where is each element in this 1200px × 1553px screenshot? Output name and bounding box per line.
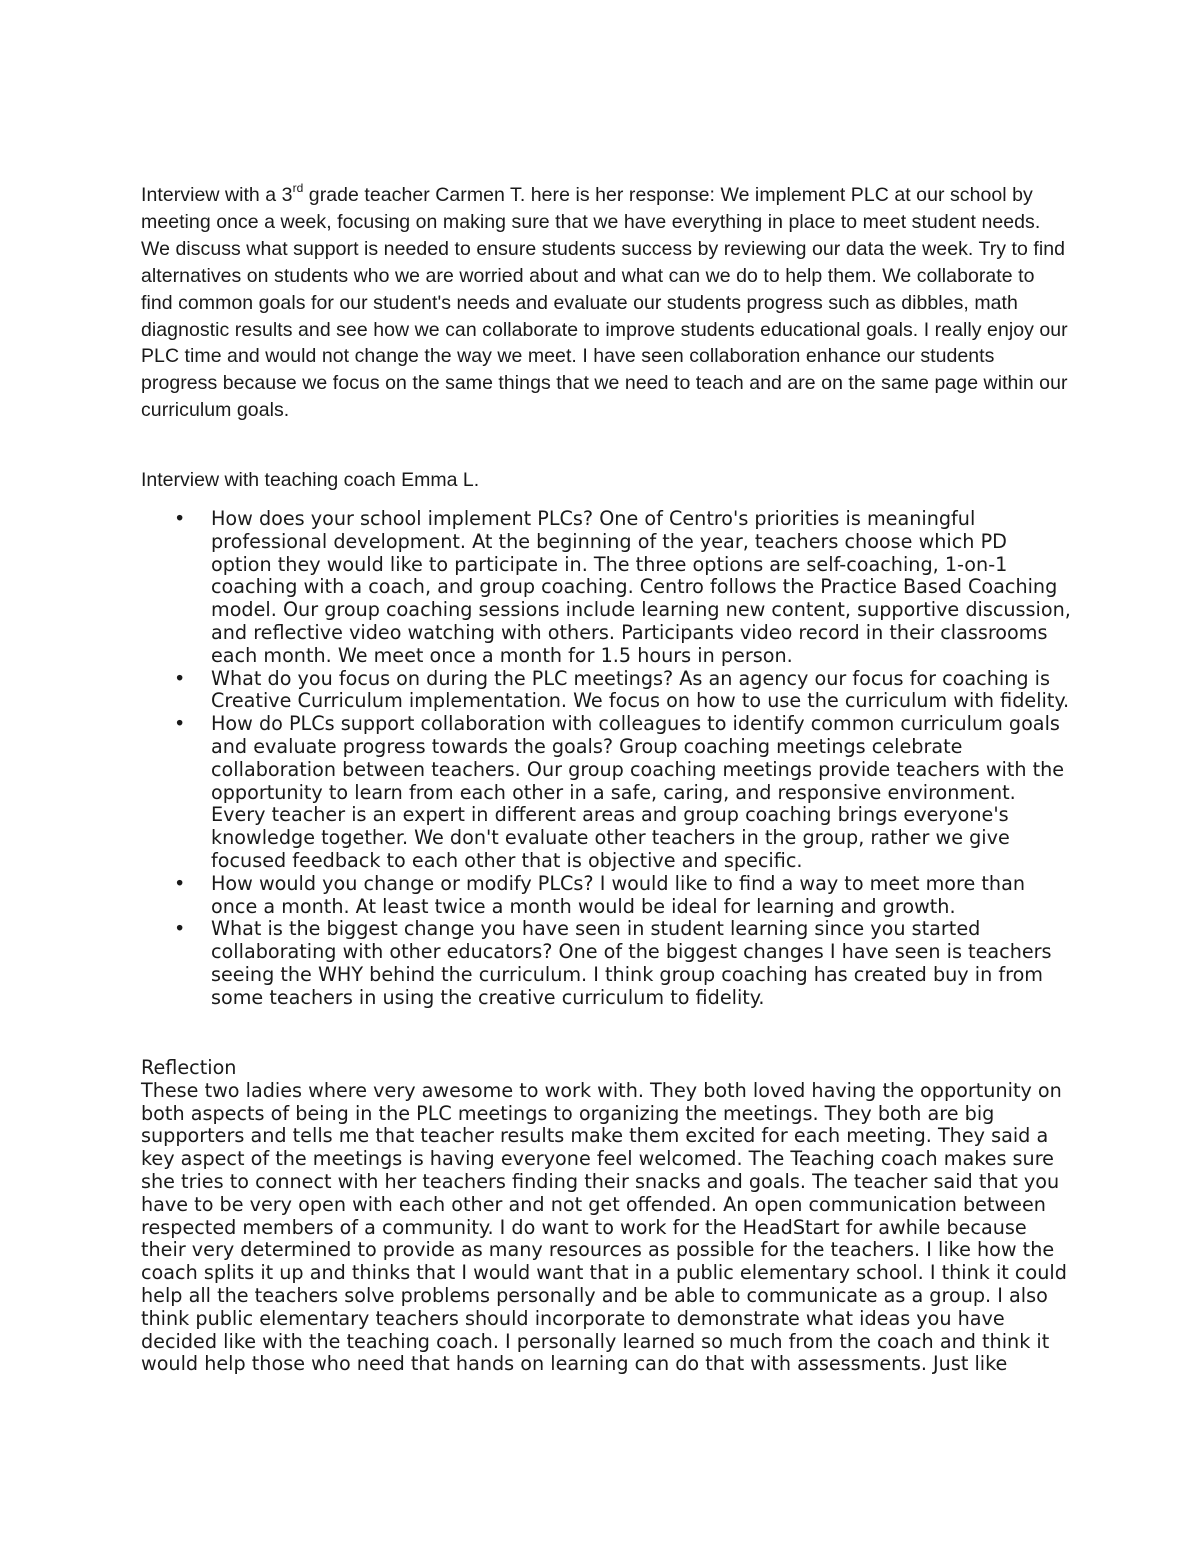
bullet-icon: • xyxy=(174,507,186,530)
reflection-section xyxy=(141,1057,1071,1376)
reflection-heading: Reflection xyxy=(141,1056,237,1079)
list-item xyxy=(141,873,1071,919)
reflection-body: These two ladies where very awesome to work with. They both loved having the opportunity on both aspects of being in the PLC meetings to organizing the meetings. They both are big supporters and tells me that teacher results make them excited for each meeting. They said a key aspect of the meetings is having everyone feel welcomed. The Teaching coach makes sure she tries to connect with her teachers finding their snacks and goals. The teacher said that you have to be very open with each other and not get offended. An open communication between respected members of a community. I do want to work for the HeadStart for awhile because their very determined to provide as many resources as possible for the teachers. I like how the coach splits it up and thinks that I would want that in a public elementary school. I think it could help all the teachers solve problems personally and be able to communicate as a group. I also think public elementary teachers should incorporate to demonstrate what ideas you have decided like with the teaching coach. I personally learned so much from the coach and think it would help those who need that hands on learning can do that with assessments. Just like xyxy=(141,1078,1067,1376)
list-item-text: How would you change or modify PLCs? I would like to find a way to meet more than once a month. At least twice a month would be ideal for learning and growth. xyxy=(211,871,1025,918)
teacher-interview-body: grade teacher Carmen T. here is her response: We implement PLC at our school by meeting once a week, focusing on making sure that we have everything in place to meet student needs. We discuss what support is needed to ensure students success by reviewing our data the week. Try to find alternatives on students who we are worried about and what can we do to help them. We collaborate to find common goals for our student's needs and evaluate our students progress such as dibbles, math diagnostic results and see how we can collaborate to improve students educational goals. I really enjoy our PLC time and would not change the way we meet. I have seen collaboration enhance our students progress because we focus on the same things that we need to teach and are on the same page within our curriculum goals. xyxy=(141,184,1068,422)
ordinal-superscript: rd xyxy=(292,180,304,195)
list-item xyxy=(141,508,1071,668)
list-item xyxy=(141,668,1071,714)
list-item-text: What do you focus on during the PLC meetings? As an agency our focus for coaching is Creative Curriculum implementation. We focus on how to use the curriculum with fidelity. xyxy=(211,666,1070,713)
list-item-text: What is the biggest change you have seen in student learning since you started collaborating with other educators? One of the biggest changes I have seen is teachers seeing the WHY behind the curriculum. I think group coaching has created buy in from some teachers in using the creative curriculum to fidelity. xyxy=(211,917,1052,1009)
teacher-interview-lead: Interview with a 3 xyxy=(141,184,293,206)
coach-interview-heading: Interview with teaching coach Emma L. xyxy=(141,469,480,491)
list-item-text: How does your school implement PLCs? One of Centro's priorities is meaningful professional development. At the beginning of the year, teachers choose which PD option they would like to participate in. The three options are self-coaching, 1-on-1 coaching with a coach, and group coaching. Centro follows the Practice Based Coaching model. Our group coaching sessions include learning new content, supportive discussion, and reflective video watching with others. Participants video record in their classrooms each month. We meet once a month for 1.5 hours in person. xyxy=(211,507,1071,667)
bullet-icon: • xyxy=(174,871,186,895)
teacher-interview-paragraph xyxy=(141,182,1071,424)
list-item xyxy=(141,918,1071,1009)
coach-interview-list xyxy=(141,508,1071,1010)
list-item xyxy=(141,713,1071,873)
bullet-icon: • xyxy=(174,712,186,736)
list-item-text: How do PLCs support collaboration with colleagues to identify common curriculum goals and evaluate progress towards the goals? Group coaching meetings celebrate collaboration between teachers. Our group coaching meetings provide teachers with the opportunity to learn from each other in a safe, caring, and responsive environment. Every teacher is an expert in different areas and group coaching brings everyone's knowledge together. We don't evaluate other teachers in the group, rather we give focused feedback to each other that is objective and specific. xyxy=(211,712,1065,872)
bullet-icon: • xyxy=(174,666,186,690)
bullet-icon: • xyxy=(174,917,186,941)
